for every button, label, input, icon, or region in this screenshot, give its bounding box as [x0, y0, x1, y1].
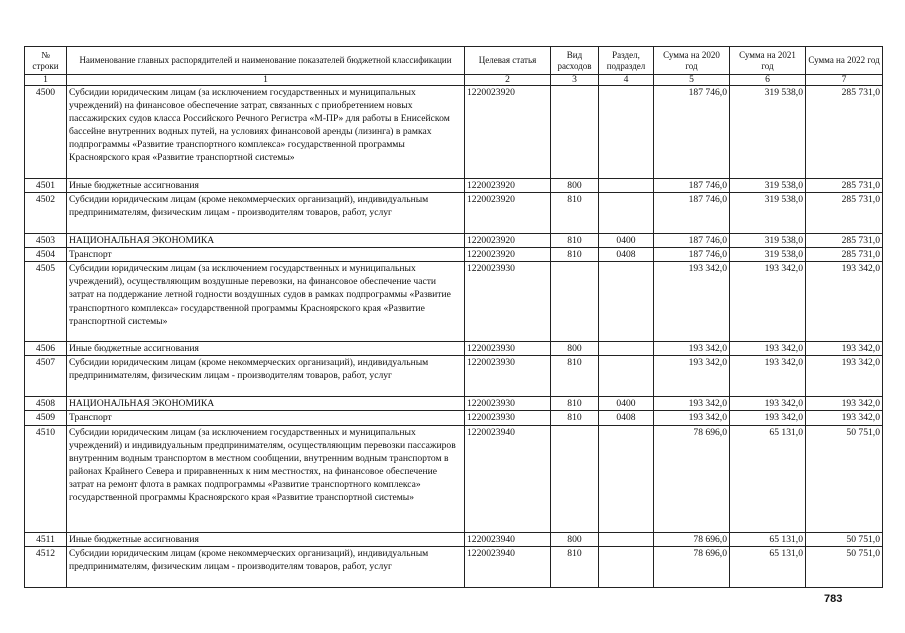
row-number: 4501 [25, 179, 67, 193]
row-target-article: 1220023930 [465, 356, 551, 397]
row-expense-type [551, 86, 599, 179]
header-expense-type: Вид расходов [551, 47, 599, 75]
row-number: 4512 [25, 546, 67, 587]
row-target-article: 1220023940 [465, 546, 551, 587]
row-section [599, 86, 654, 179]
row-sum-2020: 193 342,0 [654, 411, 730, 425]
row-expense-type: 800 [551, 342, 599, 356]
row-name: НАЦИОНАЛЬНАЯ ЭКОНОМИКА [67, 234, 465, 248]
row-sum-2021: 65 131,0 [730, 546, 806, 587]
row-sum-2021: 193 342,0 [730, 411, 806, 425]
table-row [25, 248, 883, 262]
row-name: Иные бюджетные ассигнования [67, 342, 465, 356]
table-row [25, 356, 883, 397]
row-name: Субсидии юридическим лицам (кроме некоммерческих организаций), индивидуальным предпринимателям, физическим лицам - производителям товаров, работ, услуг [67, 356, 465, 397]
row-sum-2021: 65 131,0 [730, 532, 806, 546]
row-expense-type: 800 [551, 532, 599, 546]
row-sum-2022: 193 342,0 [806, 342, 883, 356]
row-sum-2021: 193 342,0 [730, 342, 806, 356]
row-sum-2020: 78 696,0 [654, 532, 730, 546]
row-sum-2021: 319 538,0 [730, 248, 806, 262]
row-name: Субсидии юридическим лицам (кроме некоммерческих организаций), индивидуальным предпринимателям, физическим лицам - производителям товаров, работ, услуг [67, 546, 465, 587]
row-sum-2022: 285 731,0 [806, 248, 883, 262]
row-sum-2022: 285 731,0 [806, 179, 883, 193]
table-row [25, 546, 883, 587]
header-row-number: № строки [25, 47, 67, 75]
row-sum-2021: 319 538,0 [730, 86, 806, 179]
row-section [599, 425, 654, 532]
row-sum-2021: 65 131,0 [730, 425, 806, 532]
row-section: 0408 [599, 248, 654, 262]
row-name: Транспорт [67, 411, 465, 425]
column-number: 7 [806, 75, 883, 86]
row-expense-type [551, 262, 599, 342]
header-row [25, 47, 883, 75]
header-section: Раздел, подраздел [599, 47, 654, 75]
table-row [25, 234, 883, 248]
table-row [25, 411, 883, 425]
row-name: Субсидии юридическим лицам (за исключением государственных и муниципальных учреждений) на финансовое обеспечение затрат, связанных с приобретением новых пассажирских судов класса Российского Речного Регистра «М-ПР» для работы в Енисейском бассейне внутренних водных путей, на условиях финансовой аренды (лизинга) в рамках подпрограммы «Развитие транспортного комплекса» государственной программы Красноярского края «Развитие транспортной системы» [67, 86, 465, 179]
row-sum-2020: 187 746,0 [654, 193, 730, 234]
row-sum-2020: 193 342,0 [654, 356, 730, 397]
row-sum-2020: 187 746,0 [654, 86, 730, 179]
row-expense-type: 810 [551, 234, 599, 248]
column-number: 1 [67, 75, 465, 86]
column-number: 3 [551, 75, 599, 86]
row-section [599, 179, 654, 193]
row-sum-2022: 50 751,0 [806, 546, 883, 587]
row-number: 4511 [25, 532, 67, 546]
row-sum-2020: 193 342,0 [654, 397, 730, 411]
header-sum-2020: Сумма на 2020 год [654, 47, 730, 75]
row-target-article: 1220023930 [465, 411, 551, 425]
row-sum-2022: 50 751,0 [806, 425, 883, 532]
row-sum-2020: 193 342,0 [654, 342, 730, 356]
row-number: 4510 [25, 425, 67, 532]
row-target-article: 1220023930 [465, 342, 551, 356]
row-target-article: 1220023930 [465, 397, 551, 411]
table-row [25, 86, 883, 179]
row-expense-type: 810 [551, 546, 599, 587]
row-target-article: 1220023930 [465, 262, 551, 342]
row-number: 4506 [25, 342, 67, 356]
row-number: 4500 [25, 86, 67, 179]
row-expense-type: 810 [551, 193, 599, 234]
row-section [599, 546, 654, 587]
row-section [599, 356, 654, 397]
row-name: Субсидии юридическим лицам (за исключением государственных и муниципальных учреждений), осуществляющим воздушные перевозки, на финансовое обеспечение части затрат на поддержание летной годности воздушных судов в рамках подпрограммы «Развитие транспортного комплекса» государственной программы Красноярского края «Развитие транспортной системы» [67, 262, 465, 342]
row-sum-2020: 78 696,0 [654, 425, 730, 532]
header-name: Наименование главных распорядителей и наименование показателей бюджетной классификации [67, 47, 465, 75]
table-row [25, 532, 883, 546]
row-target-article: 1220023920 [465, 234, 551, 248]
row-name: Иные бюджетные ассигнования [67, 179, 465, 193]
row-expense-type: 810 [551, 356, 599, 397]
budget-table [24, 46, 883, 588]
row-sum-2021: 319 538,0 [730, 234, 806, 248]
column-number: 4 [599, 75, 654, 86]
row-sum-2022: 193 342,0 [806, 356, 883, 397]
row-number: 4508 [25, 397, 67, 411]
row-expense-type [551, 425, 599, 532]
row-section [599, 532, 654, 546]
table-row [25, 193, 883, 234]
table-row [25, 342, 883, 356]
row-name: Субсидии юридическим лицам (за исключением государственных и муниципальных учреждений) и индивидуальным предпринимателям, осуществляющим перевозки пассажиров внутренним водным транспортом в местном сообщении, внутренним водным транспортом в районах Крайнего Севера и приравненных к ним местностях, на финансовое обеспечение затрат на ремонт флота в рамках подпрограммы «Развитие транспортного комплекса» государственной программы Красноярского края «Развитие транспортной системы» [67, 425, 465, 532]
page-number: 783 [824, 593, 843, 605]
row-sum-2020: 187 746,0 [654, 248, 730, 262]
column-number: 1 [25, 75, 67, 86]
row-target-article: 1220023920 [465, 86, 551, 179]
column-number: 5 [654, 75, 730, 86]
row-expense-type: 810 [551, 397, 599, 411]
row-sum-2021: 193 342,0 [730, 262, 806, 342]
table-body [25, 86, 883, 588]
row-target-article: 1220023920 [465, 193, 551, 234]
row-sum-2020: 193 342,0 [654, 262, 730, 342]
row-target-article: 1220023940 [465, 532, 551, 546]
row-sum-2022: 285 731,0 [806, 193, 883, 234]
row-section [599, 342, 654, 356]
row-sum-2020: 187 746,0 [654, 179, 730, 193]
row-sum-2022: 285 731,0 [806, 234, 883, 248]
row-section [599, 193, 654, 234]
row-target-article: 1220023940 [465, 425, 551, 532]
row-expense-type: 810 [551, 411, 599, 425]
row-number: 4505 [25, 262, 67, 342]
row-target-article: 1220023920 [465, 248, 551, 262]
row-number: 4504 [25, 248, 67, 262]
row-sum-2022: 50 751,0 [806, 532, 883, 546]
row-name: Транспорт [67, 248, 465, 262]
table-row [25, 397, 883, 411]
table-row [25, 425, 883, 532]
row-name: Субсидии юридическим лицам (кроме некоммерческих организаций), индивидуальным предпринимателям, физическим лицам - производителям товаров, работ, услуг [67, 193, 465, 234]
table-row [25, 262, 883, 342]
row-sum-2020: 78 696,0 [654, 546, 730, 587]
row-expense-type: 810 [551, 248, 599, 262]
row-sum-2021: 193 342,0 [730, 397, 806, 411]
row-sum-2021: 319 538,0 [730, 179, 806, 193]
row-sum-2022: 285 731,0 [806, 86, 883, 179]
row-sum-2021: 193 342,0 [730, 356, 806, 397]
row-section: 0400 [599, 397, 654, 411]
row-expense-type: 800 [551, 179, 599, 193]
header-sum-2022: Сумма на 2022 год [806, 47, 883, 75]
row-sum-2022: 193 342,0 [806, 411, 883, 425]
row-section: 0400 [599, 234, 654, 248]
header-sum-2021: Сумма на 2021 год [730, 47, 806, 75]
row-section: 0408 [599, 411, 654, 425]
row-section [599, 262, 654, 342]
row-name: НАЦИОНАЛЬНАЯ ЭКОНОМИКА [67, 397, 465, 411]
column-number: 6 [730, 75, 806, 86]
row-number: 4502 [25, 193, 67, 234]
column-number: 2 [465, 75, 551, 86]
row-sum-2022: 193 342,0 [806, 262, 883, 342]
row-target-article: 1220023920 [465, 179, 551, 193]
header-target-article: Целевая статья [465, 47, 551, 75]
row-number: 4509 [25, 411, 67, 425]
table-row [25, 179, 883, 193]
row-name: Иные бюджетные ассигнования [67, 532, 465, 546]
row-number: 4507 [25, 356, 67, 397]
column-number-row [25, 75, 883, 86]
row-number: 4503 [25, 234, 67, 248]
row-sum-2020: 187 746,0 [654, 234, 730, 248]
row-sum-2022: 193 342,0 [806, 397, 883, 411]
row-sum-2021: 319 538,0 [730, 193, 806, 234]
